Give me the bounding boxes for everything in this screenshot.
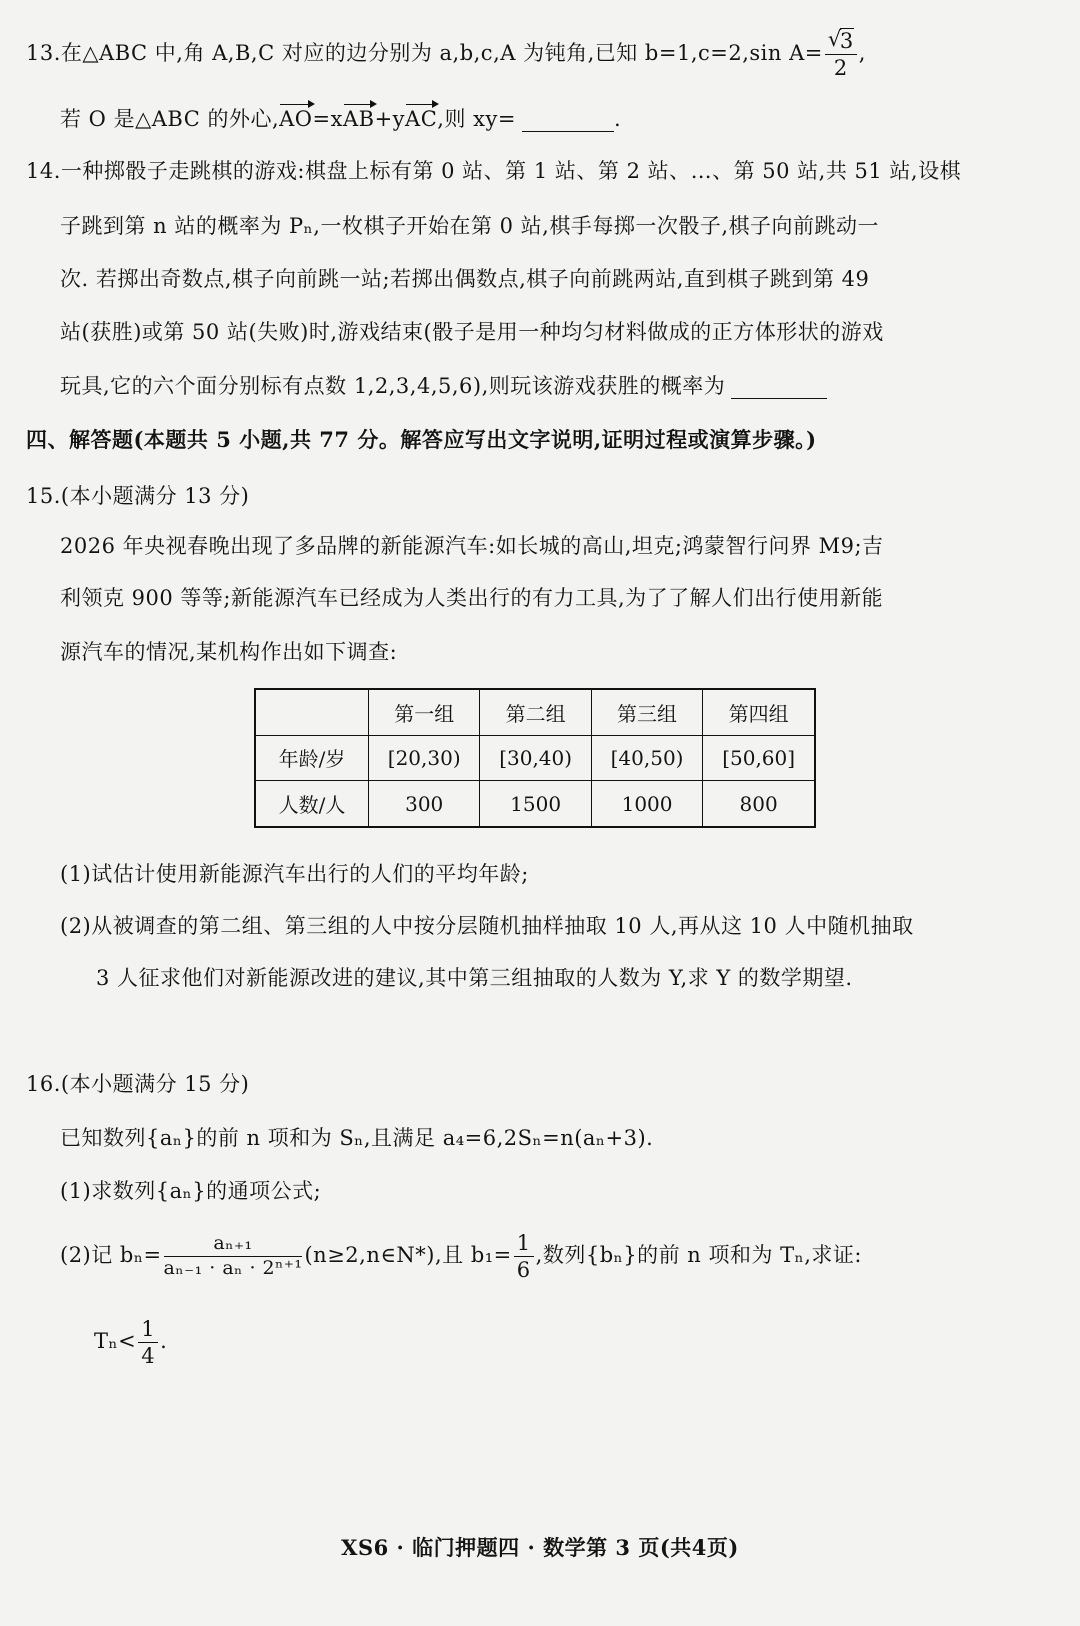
table-row-age: [255, 735, 815, 780]
q15-sub1: (1)试估计使用新能源汽车出行的人们的平均年龄;: [60, 862, 529, 886]
q15-para3: 源汽车的情况,某机构作出如下调查:: [60, 640, 398, 664]
vector-ab: AB: [342, 107, 375, 131]
q15-sub2-line1: (2)从被调查的第二组、第三组的人中按分层随机抽样抽取 10 人,再从这 10 人中随机抽取: [60, 914, 914, 938]
survey-table: [254, 688, 816, 828]
q15-para1: 2026 年央视春晚出现了多品牌的新能源汽车:如长城的高山,坦克;鸿蒙智行问界 M9;吉: [60, 534, 884, 558]
b1-fraction: $\frac{1}{6}$: [514, 1232, 534, 1281]
q14-line5: 玩具,它的六个面分别标有点数 1,2,3,4,5,6),则玩该游戏获胜的概率为: [60, 370, 827, 400]
table-cell: 1000: [591, 781, 702, 827]
table-header-cell: 第一组: [369, 689, 480, 735]
table-header-cell: 第四组: [703, 689, 815, 735]
table-cell: [20,30): [369, 735, 480, 780]
q14-line3: 次. 若掷出奇数点,棋子向前跳一站;若掷出偶数点,棋子向前跳两站,直到棋子跳到第 49: [60, 267, 870, 291]
table-header-cell: 第二组: [480, 689, 591, 735]
sin-a-fraction: √ $\frac{3}{2}$: [825, 30, 857, 79]
q15-para2: 利领克 900 等等;新能源汽车已经成为人类出行的有力工具,为了了解人们出行使用新能: [60, 586, 884, 610]
q16-sub1: (1)求数列{aₙ}的通项公式;: [60, 1179, 322, 1203]
q13-line1-text: 13.在△ABC 中,角 A,B,C 对应的边分别为 a,b,c,A 为钝角,已知 b=1,c=2,sin A=: [26, 41, 823, 66]
table-cell: [30,40): [480, 735, 591, 780]
q15-sub2-line2: 3 人征求他们对新能源改进的建议,其中第三组抽取的人数为 Y,求 Y 的数学期望.: [96, 966, 853, 990]
table-header-cell: [255, 689, 369, 735]
table-cell: 年龄/岁: [255, 735, 369, 780]
q16-para1: 已知数列{aₙ}的前 n 项和为 Sₙ,且满足 a₄=6,2Sₙ=n(aₙ+3).: [60, 1126, 654, 1150]
page-footer: XS6 · 临门押题四 · 数学第 3 页(共4页): [341, 1535, 739, 1560]
table-row-count: [255, 781, 815, 827]
table-cell: [50,60]: [703, 735, 815, 780]
vector-ac: AC: [405, 107, 438, 131]
table-header-row: [255, 689, 815, 735]
q16-conclusion: Tₙ< $\frac{1}{4}$ .: [94, 1317, 168, 1369]
bn-fraction: $\frac{\text{aₙ₊₁}}{\text{aₙ₋₁ · aₙ · 2ⁿ⁺¹}}$: [163, 1232, 303, 1280]
q16-sub2: (2)记 bₙ= $\frac{\text{aₙ₊₁}}{\text{aₙ₋₁ · aₙ · 2ⁿ⁺¹}}$ (n≥2,n∈N*),且 b₁= $\frac{1}{6}$ ,数列{bₙ}的前 n 项和为 Tₙ,求证:: [60, 1231, 862, 1283]
q16-header: 16.(本小题满分 15 分): [26, 1072, 250, 1096]
q14-line1: 14.一种掷骰子走跳棋的游戏:棋盘上标有第 0 站、第 1 站、第 2 站、…、第 50 站,共 51 站,设棋: [26, 159, 962, 183]
q15-header: 15.(本小题满分 13 分): [26, 484, 250, 508]
sqrt-symbol: √ 3: [828, 29, 854, 53]
table-cell: [40,50): [591, 735, 702, 780]
quarter-fraction: $\frac{1}{4}$: [138, 1318, 158, 1367]
vector-ao: AO: [279, 107, 313, 131]
section-title: 四、解答题(本题共 5 小题,共 77 分。解答应写出文字说明,证明过程或演算步骤。): [26, 427, 817, 452]
q14-line4: 站(获胜)或第 50 站(失败)时,游戏结束(骰子是用一种均匀材料做成的正方体形状的游戏: [60, 320, 884, 344]
table-cell: 800: [703, 781, 815, 827]
table-header-cell: 第三组: [591, 689, 702, 735]
q14-answer-blank[interactable]: [731, 374, 827, 399]
table-cell: 人数/人: [255, 781, 369, 827]
q13-answer-blank[interactable]: [522, 107, 614, 132]
q14-line2: 子跳到第 n 站的概率为 Pₙ,一枚棋子开始在第 0 站,棋手每掷一次骰子,棋子向前跳动一: [60, 214, 879, 238]
table-cell: 300: [369, 781, 480, 827]
q13-line2: 若 O 是△ABC 的外心,AO=xAB+yAC,则 xy= .: [60, 107, 622, 131]
q13-line1: 13.在△ABC 中,角 A,B,C 对应的边分别为 a,b,c,A 为钝角,已知 b=1,c=2,sin A= √ $\frac{3}{2}$ ,: [26, 30, 866, 79]
table-cell: 1500: [480, 781, 591, 827]
